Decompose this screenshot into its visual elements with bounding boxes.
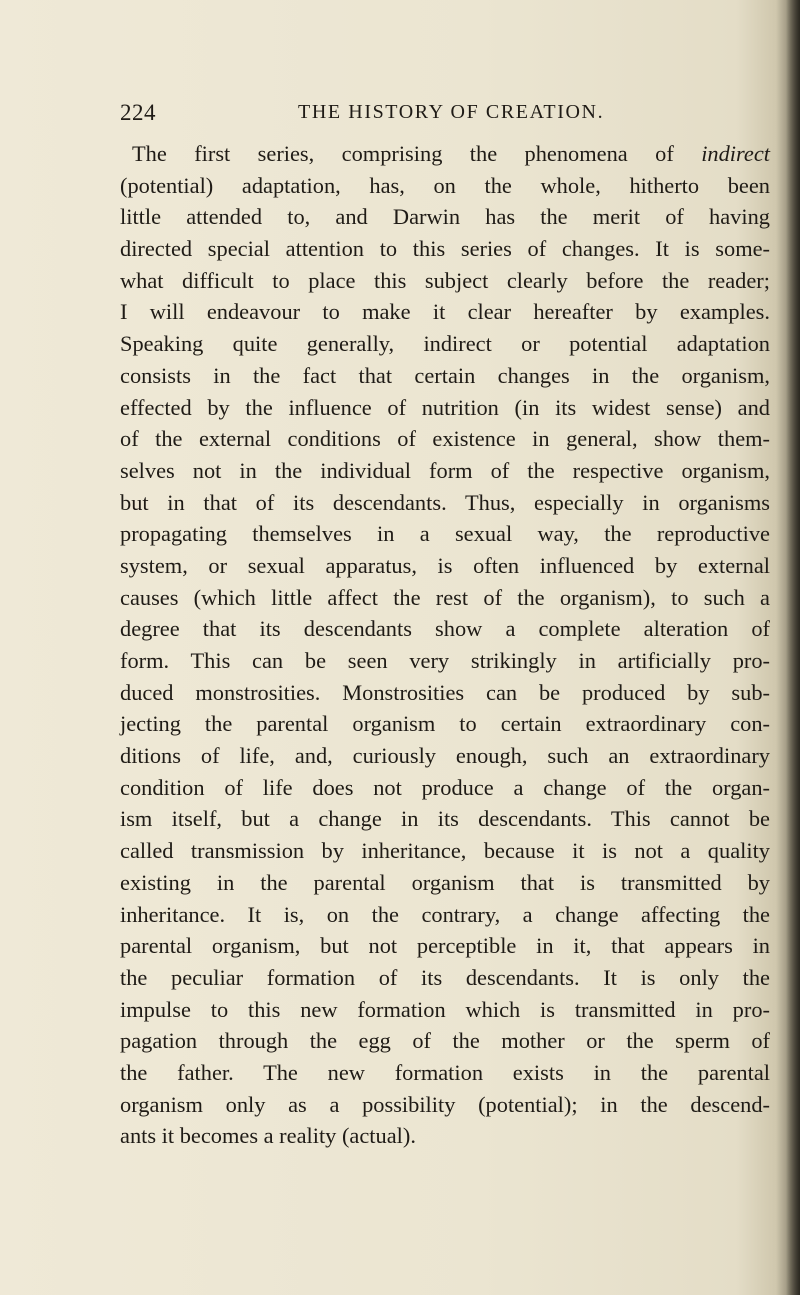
running-head: THE HISTORY OF CREATION. (298, 101, 605, 123)
text-line: what difficult to place this subject clearly before the reader; (120, 267, 770, 293)
text-line: condition of life does not produce a change of the organ- (120, 774, 770, 800)
text-line: Speaking quite generally, indirect or potential adaptation (120, 331, 770, 357)
text-line: but in that of its descendants. Thus, especially in organisms (120, 489, 770, 515)
text-line: pagation through the egg of the mother or the sperm of (120, 1028, 770, 1054)
text-line: form. This can be seen very strikingly in artificially pro- (120, 648, 770, 673)
text-line: effected by the influence of nutrition (in its widest sense) and (120, 394, 770, 420)
text-line: directed special attention to this series of changes. It is some- (120, 236, 770, 262)
text-line: degree that its descendants show a complete alteration of (120, 616, 770, 642)
text-line: I will endeavour to make it clear hereafter by examples. (120, 299, 770, 325)
text-line: ism itself, but a change in its descendants. This cannot be (120, 806, 770, 832)
text-line: system, or sexual apparatus, is often influenced by external (120, 552, 770, 578)
text-line: ditions of life, and, curiously enough, such an extraordinary (120, 743, 770, 769)
text-line: selves not in the individual form of the respective organism, (120, 457, 770, 483)
text-line: propagating themselves in a sexual way, the reproductive (120, 521, 770, 547)
text-line: the peculiar formation of its descendants. It is only the (120, 964, 770, 990)
page-number: 224 (120, 100, 156, 125)
text-line: little attended to, and Darwin has the merit of having (120, 204, 770, 230)
text-line: ants it becomes a reality (actual). (120, 1123, 416, 1149)
body-paragraph (120, 138, 770, 1152)
text-line: existing in the parental organism that is transmitted by (120, 869, 770, 895)
page-binding-shadow (786, 0, 800, 1295)
italic-word: indirect (701, 141, 770, 166)
text-line: parental organism, but not perceptible in it, that appears in (120, 933, 770, 959)
text-line: called transmission by inheritance, because it is not a quality (120, 838, 770, 864)
text-line: impulse to this new formation which is transmitted in pro- (120, 996, 770, 1022)
text-line: the father. The new formation exists in the parental (120, 1059, 770, 1085)
text-line: organism only as a possibility (potential); in the descend- (120, 1091, 770, 1117)
text-line: duced monstrosities. Monstrosities can be produced by sub- (120, 679, 770, 705)
page-header (120, 100, 760, 130)
text-line: causes (which little affect the rest of the organism), to such a (120, 584, 770, 610)
text-line: consists in the fact that certain changes in the organism, (120, 362, 770, 388)
text-line: of the external conditions of existence in general, show them- (120, 426, 770, 452)
text-line: The first series, comprising the phenomena of indirect (132, 141, 770, 166)
text-line: jecting the parental organism to certain extraordinary con- (120, 711, 770, 737)
text-line: (potential) adaptation, has, on the whole, hitherto been (120, 172, 770, 198)
text-line: inheritance. It is, on the contrary, a change affecting the (120, 901, 770, 927)
